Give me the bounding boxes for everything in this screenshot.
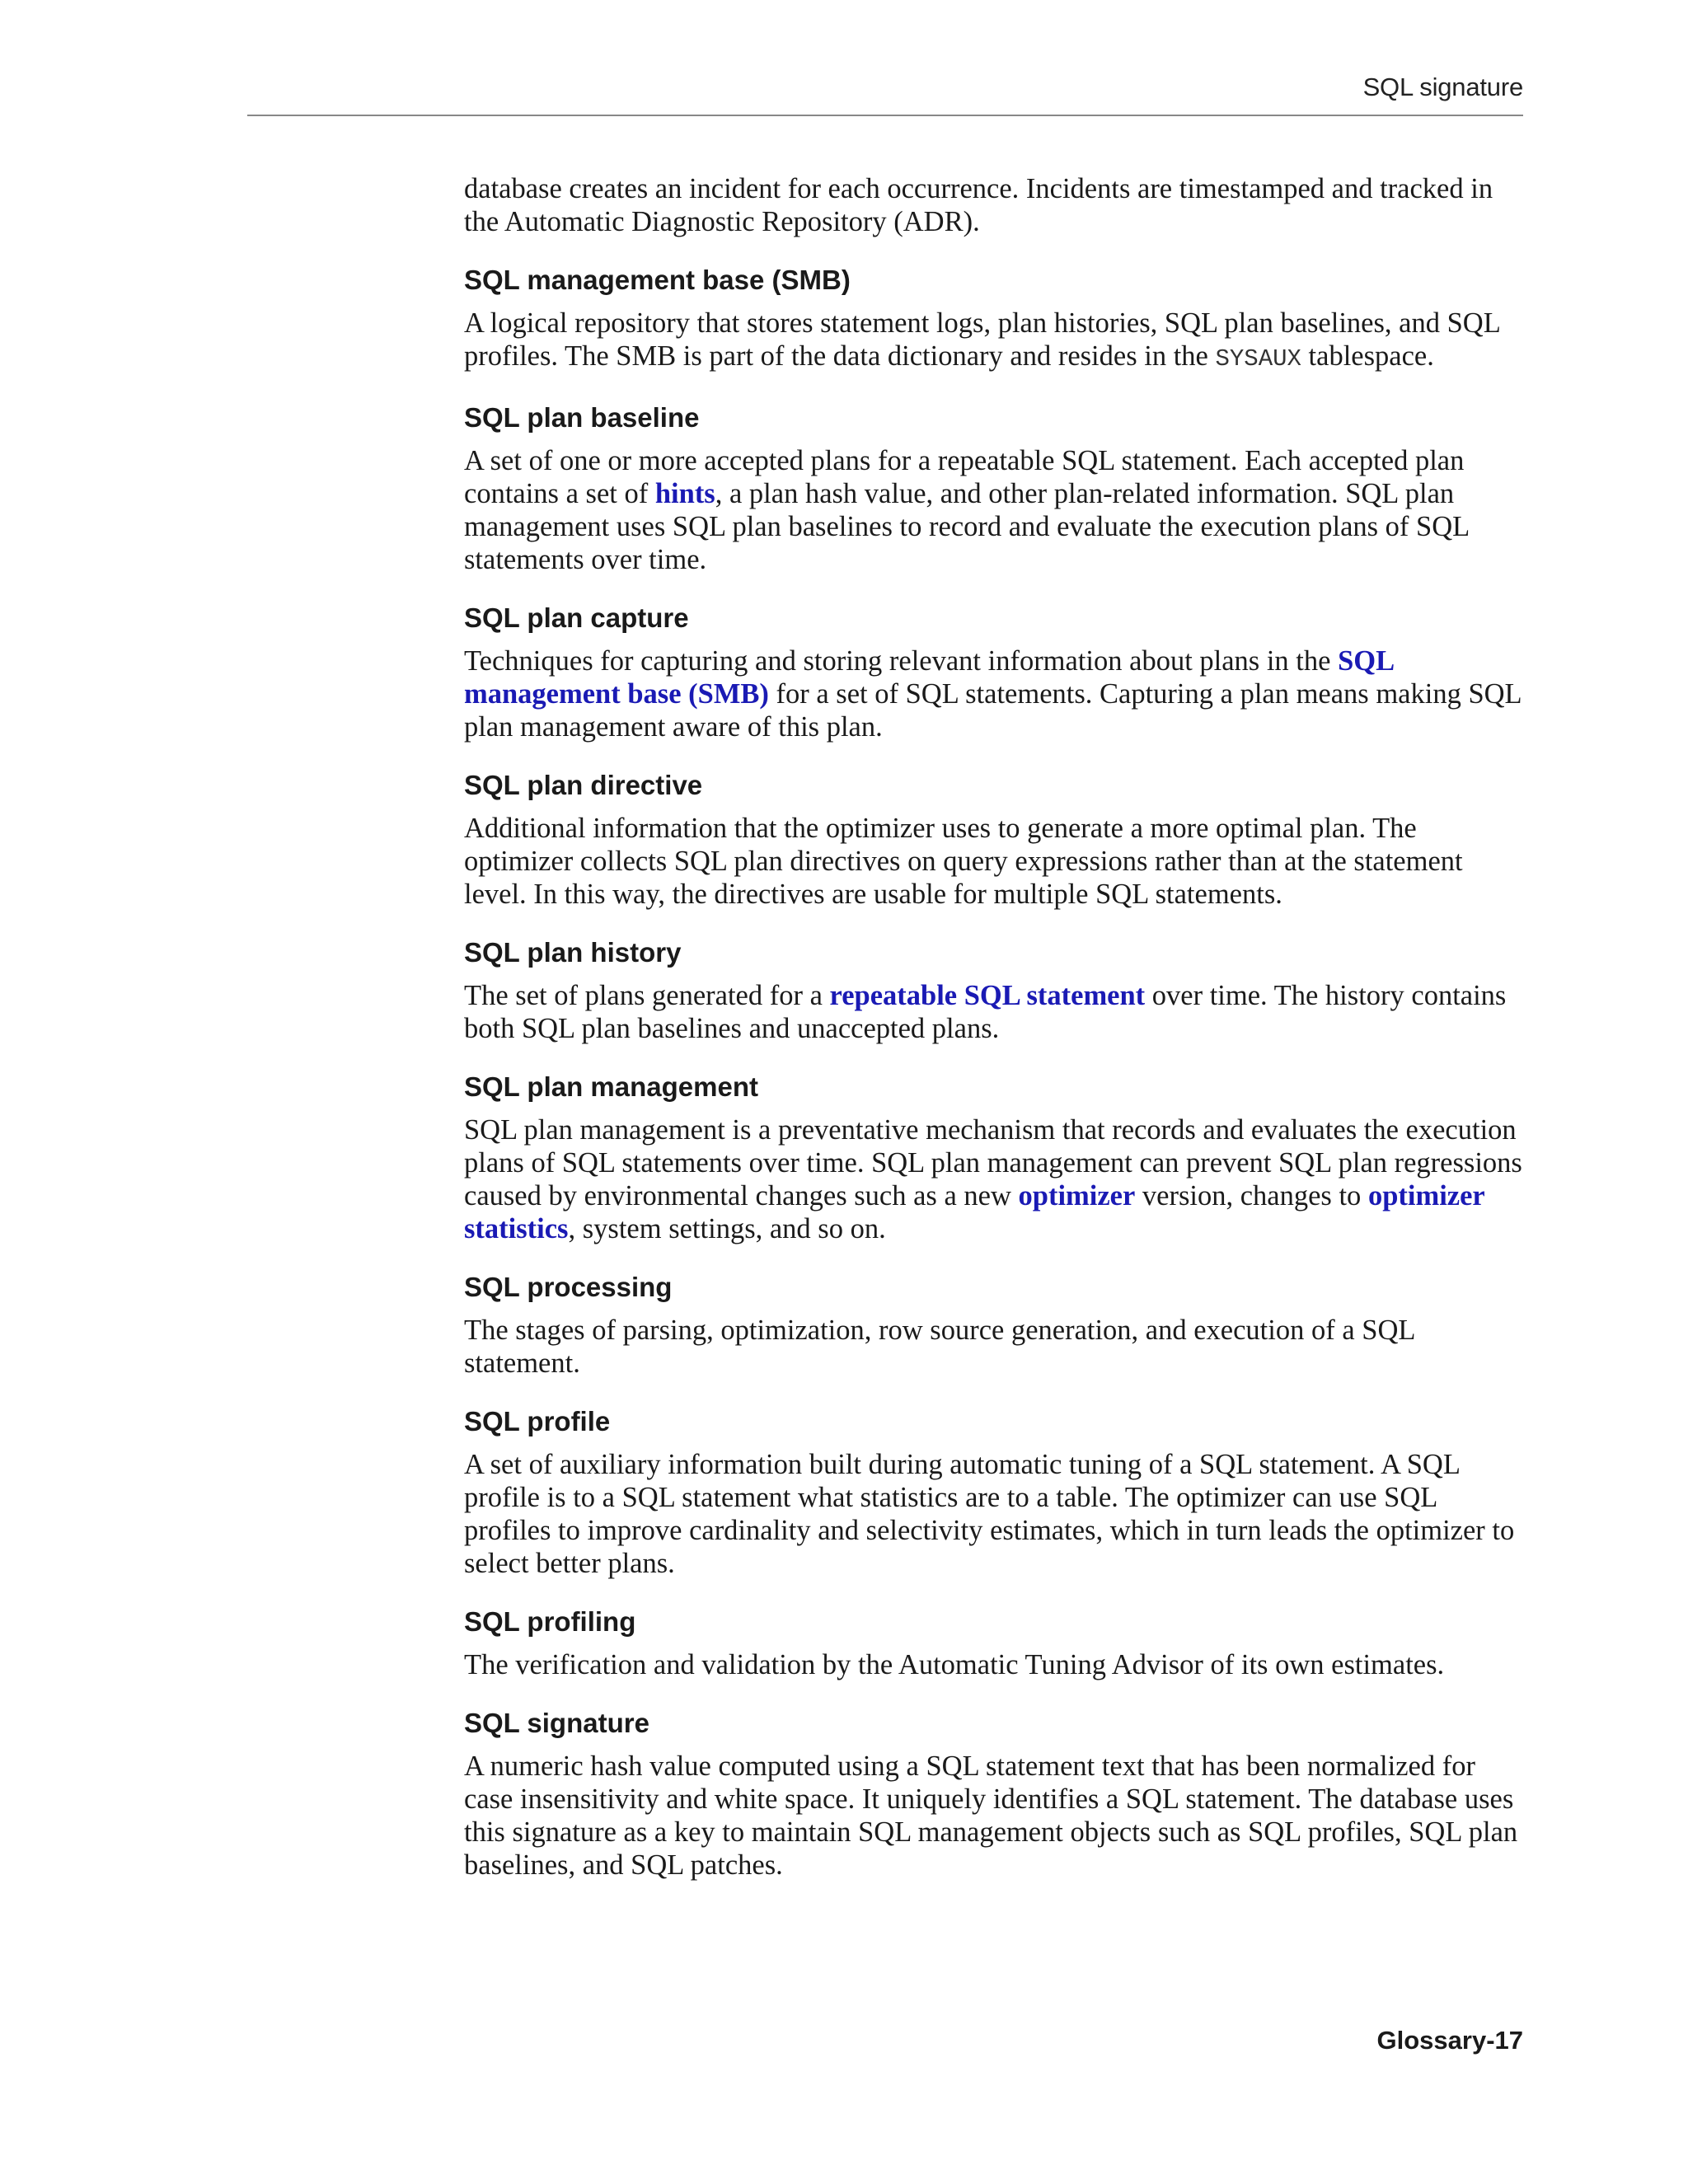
term-sql-profile: SQL profile (464, 1406, 611, 1436)
smb-link[interactable]: SQL management base (SMB) (464, 645, 1394, 710)
optimizer-link[interactable]: optimizer (1018, 1180, 1136, 1212)
term-sql-plan-management: SQL plan management (464, 1071, 758, 1102)
intro-paragraph: database creates an incident for each occurrence. Incidents are timestamped and tracked in the Automatic Diagnostic Repository (ADR). (464, 173, 1493, 237)
optimizer-statistics-link[interactable]: optimizer statistics (464, 1180, 1485, 1244)
term-sql-plan-history: SQL plan history (464, 937, 682, 968)
definition-sql-plan-management: SQL plan management is a preventative mechanism that records and evaluates the execution plans of SQL statements over time. SQL plan management can prevent SQL plan regressions caused by environmental changes such as a new optimizer version, changes to optimizer statistics, system settings, and so on. (464, 1114, 1522, 1244)
term-sql-plan-baseline: SQL plan baseline (464, 402, 700, 433)
definition-sql-signature: A numeric hash value computed using a SQL statement text that has been normalized for case insensitivity and white space. It uniquely identifies a SQL statement. The database uses this signature as a key to maintain SQL management objects such as SQL profiles, SQL plan baselines, and SQL patches. (464, 1750, 1518, 1881)
term-sql-plan-directive: SQL plan directive (464, 770, 703, 800)
hints-link[interactable]: hints (654, 478, 715, 509)
definition-sql-plan-directive: Additional information that the optimizer uses to generate a more optimal plan. The optimizer collects SQL plan directives on query expressions rather than at the statement level. In this way, the directives are usable for multiple SQL statements. (464, 813, 1463, 910)
term-sql-signature: SQL signature (464, 1708, 649, 1738)
running-header-title: SQL signature (1362, 73, 1523, 101)
definition-sql-processing: The stages of parsing, optimization, row source generation, and execution of a SQL statement. (464, 1315, 1415, 1379)
definition-sql-plan-capture: Techniques for capturing and storing relevant information about plans in the SQL management base (SMB) for a set of SQL statements. Capturing a plan means making SQL plan management aware of this plan. (464, 645, 1522, 743)
term-sql-processing: SQL processing (464, 1272, 673, 1302)
definition-sql-profiling: The verification and validation by the Automatic Tuning Advisor of its own estimates. (464, 1649, 1445, 1680)
definition-sql-plan-history: The set of plans generated for a repeatable SQL statement over time. The history contains both SQL plan baselines and unaccepted plans. (464, 980, 1507, 1044)
sysaux-code: SYSAUX (1215, 345, 1301, 373)
term-sql-profiling: SQL profiling (464, 1606, 636, 1637)
page-number: Glossary-17 (1376, 2026, 1523, 2055)
term-sql-plan-capture: SQL plan capture (464, 602, 689, 633)
header-divider (247, 115, 1523, 116)
glossary-content (464, 172, 1527, 1882)
definition-sql-plan-baseline: A set of one or more accepted plans for a repeatable SQL statement. Each accepted plan contains a set of hints, a plan hash value, and other plan-related information. SQL plan management uses SQL plan baselines to record and evaluate the execution plans of SQL statements over time. (464, 445, 1469, 575)
definition-sql-management-base: A logical repository that stores statement logs, plan histories, SQL plan baselines, and SQL profiles. The SMB is part of the data dictionary and resides in the SYSAUX tablespace. (464, 307, 1500, 373)
term-sql-management-base: SQL management base (SMB) (464, 265, 851, 295)
definition-sql-profile: A set of auxiliary information built during automatic tuning of a SQL statement. A SQL profile is to a SQL statement what statistics are to a table. The optimizer can use SQL profiles to improve cardinality and selectivity estimates, which in turn leads the optimizer to select better plans. (464, 1449, 1515, 1579)
repeatable-sql-statement-link[interactable]: repeatable SQL statement (829, 980, 1146, 1011)
